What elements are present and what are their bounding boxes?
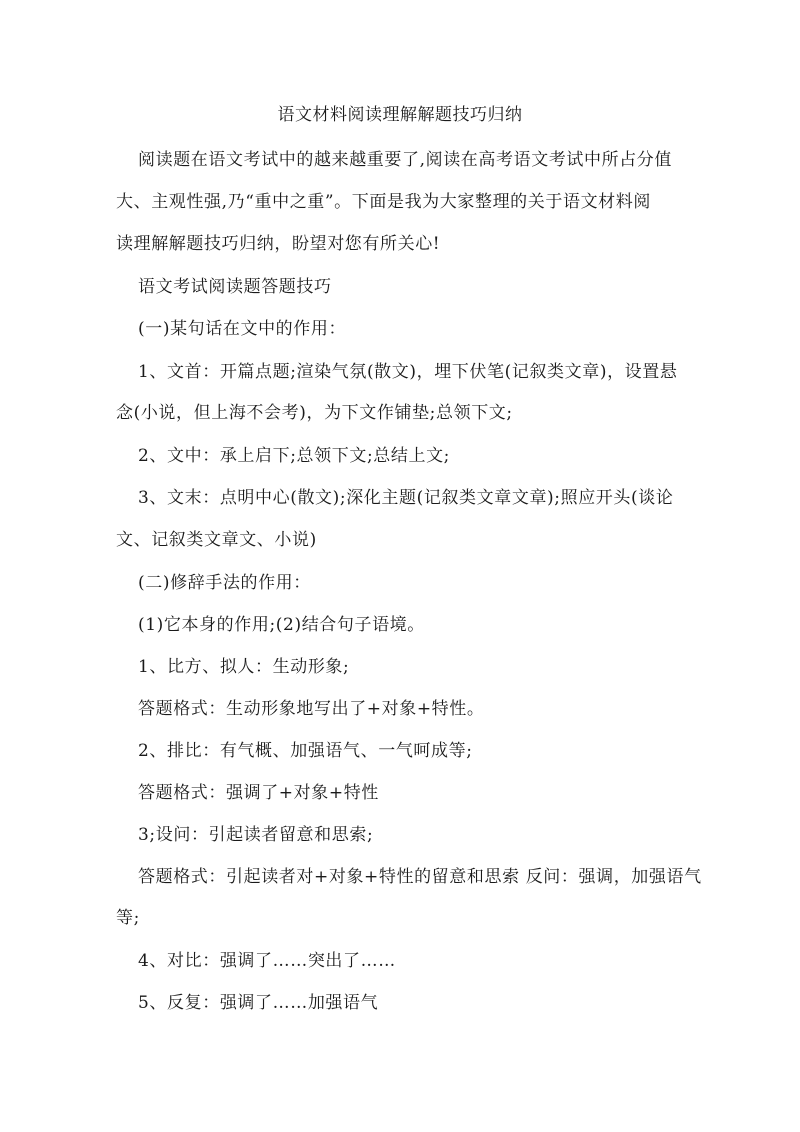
paragraph-line: 大、主观性强,乃“重中之重”。下面是我为大家整理的关于语文材料阅 [116, 192, 651, 212]
paragraph-line: 答题格式：生动形象地写出了+对象+特性。 [138, 699, 485, 719]
document-title: 语文材料阅读理解解题技巧归纳 [277, 105, 523, 125]
paragraph-line: 2、排比：有气概、加强语气、一气呵成等; [138, 741, 473, 761]
paragraph-line: 念(小说，但上海不会考)，为下文作铺垫;总领下文; [116, 403, 513, 423]
paragraph-line: 答题格式：强调了+对象+特性 [138, 783, 379, 803]
section-heading: 语文考试阅读题答题技巧 [138, 277, 332, 297]
paragraph-line: 读理解解题技巧归纳，盼望对您有所关心! [116, 234, 441, 254]
paragraph-line: 3、文末：点明中心(散文);深化主题(记叙类文章文章);照应开头(谈论 [138, 488, 674, 508]
paragraph-line: 答题格式：引起读者对+对象+特性的留意和思索 反问：强调，加强语气 [138, 867, 702, 887]
paragraph-line: 文、记叙类文章文、小说) [116, 530, 317, 550]
subsection-heading: (一)某句话在文中的作用： [138, 319, 347, 339]
paragraph-line: 5、反复：强调了……加强语气 [138, 993, 379, 1013]
paragraph-line: 4、对比：强调了……突出了…… [138, 951, 396, 971]
paragraph-line: 1、比方、拟人：生动形象; [138, 657, 350, 677]
paragraph-line: 1、文首：开篇点题;渲染气氛(散文)，埋下伏笔(记叙类文章)，设置悬 [138, 362, 678, 382]
paragraph-line: 阅读题在语文考试中的越来越重要了,阅读在高考语文考试中所占分值 [138, 150, 673, 170]
paragraph-line: 3;设问：引起读者留意和思索; [138, 825, 374, 845]
subsection-heading: (二)修辞手法的作用： [138, 573, 311, 593]
paragraph-line: 2、文中：承上启下;总领下文;总结上文; [138, 446, 450, 466]
paragraph-line: 等; [116, 908, 140, 928]
paragraph-line: (1)它本身的作用;(2)结合句子语境。 [138, 615, 425, 635]
